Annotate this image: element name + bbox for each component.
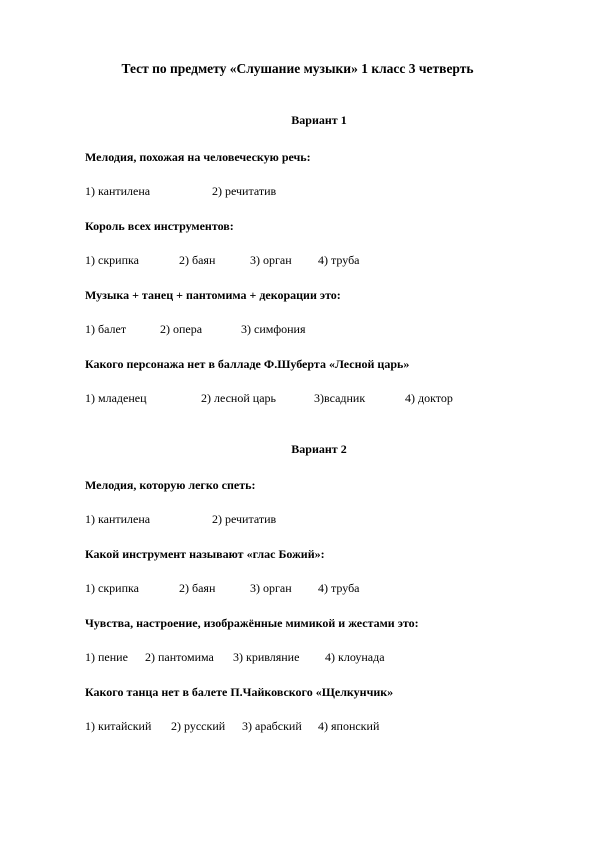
answer-option: 2) баян bbox=[179, 253, 216, 267]
answer-option: 4) труба bbox=[318, 253, 360, 267]
v1-question-4: Какого персонажа нет в балладе Ф.Шуберта «Лесной царь» bbox=[85, 357, 410, 371]
answer-option: 2) речитатив bbox=[212, 512, 277, 526]
answer-option: 3)всадник bbox=[314, 391, 366, 405]
v1-answers-4 bbox=[85, 391, 453, 406]
answer-option: 1) китайский bbox=[85, 719, 152, 733]
answer-option: 1) младенец bbox=[85, 391, 147, 405]
answer-option: 2) русский bbox=[171, 719, 226, 733]
answer-option: 3) орган bbox=[250, 253, 292, 267]
answer-option: 1) скрипка bbox=[85, 581, 139, 595]
answer-option: 2) баян bbox=[179, 581, 216, 595]
answer-option: 4) труба bbox=[318, 581, 360, 595]
v1-answers-3 bbox=[85, 322, 305, 337]
answer-option: 2) опера bbox=[160, 322, 203, 336]
answer-option: 3) кривляние bbox=[233, 650, 300, 664]
answer-option: 2) речитатив bbox=[212, 184, 277, 198]
answer-option: 4) японский bbox=[318, 719, 380, 733]
v2-question-2: Какой инструмент называют «глас Божий»: bbox=[85, 547, 325, 561]
v2-answers-4 bbox=[85, 719, 379, 734]
v2-question-4: Какого танца нет в балете П.Чайковского «Щелкунчик» bbox=[85, 685, 394, 699]
answer-option: 1) балет bbox=[85, 322, 127, 336]
v2-question-1: Мелодия, которую легко спеть: bbox=[85, 478, 256, 492]
v1-question-1: Мелодия, похожая на человеческую речь: bbox=[85, 150, 311, 164]
answer-option: 2) пантомима bbox=[145, 650, 214, 664]
v2-answers-2 bbox=[85, 581, 360, 596]
v1-question-2: Король всех инструментов: bbox=[85, 219, 234, 233]
answer-option: 1) кантилена bbox=[85, 184, 151, 198]
v2-question-3: Чувства, настроение, изображённые мимикой и жестами это: bbox=[85, 616, 419, 630]
variant-1-heading: Вариант 1 bbox=[291, 113, 347, 127]
answer-option: 1) скрипка bbox=[85, 253, 139, 267]
answer-option: 1) пение bbox=[85, 650, 128, 664]
answer-option: 3) арабский bbox=[242, 719, 302, 733]
answer-option: 4) клоунада bbox=[325, 650, 385, 664]
v1-question-3: Музыка + танец + пантомима + декорации это: bbox=[85, 288, 341, 302]
variant-2-heading: Вариант 2 bbox=[291, 442, 347, 456]
v1-answers-2 bbox=[85, 253, 360, 268]
answer-option: 4) доктор bbox=[405, 391, 453, 405]
answer-option: 3) орган bbox=[250, 581, 292, 595]
v1-answers-1 bbox=[85, 184, 276, 199]
v2-answers-3 bbox=[85, 650, 385, 665]
answer-option: 2) лесной царь bbox=[201, 391, 276, 405]
document-title: Тест по предмету «Слушание музыки» 1 класс 3 четверть bbox=[121, 61, 474, 76]
v2-answers-1 bbox=[85, 512, 276, 527]
answer-option: 3) симфония bbox=[241, 322, 306, 336]
answer-option: 1) кантилена bbox=[85, 512, 151, 526]
